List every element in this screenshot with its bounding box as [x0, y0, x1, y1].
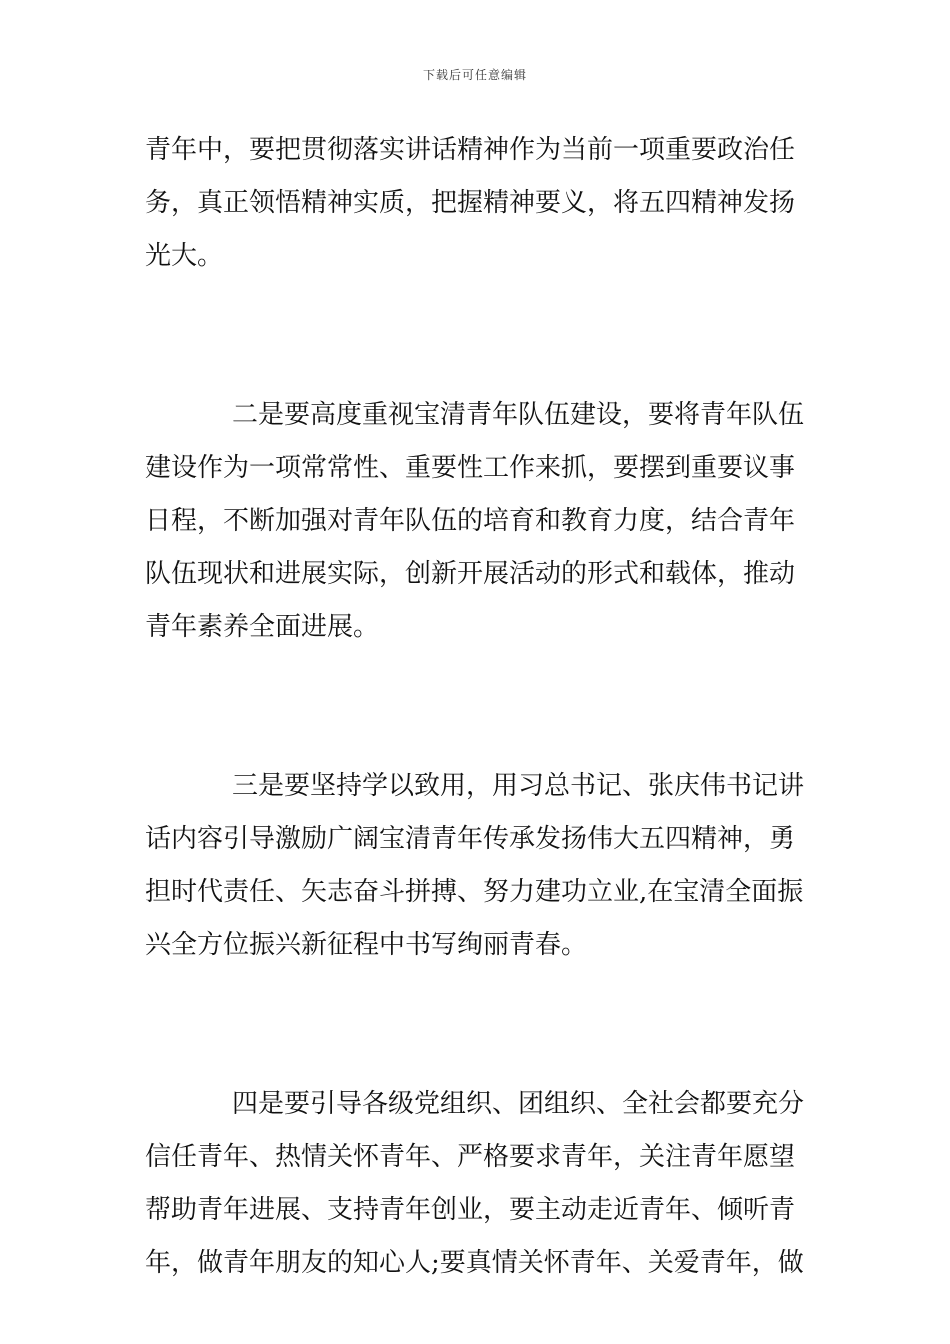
paragraph-line: 务，真正领悟精神实质，把握精神要义，将五四精神发扬: [145, 188, 796, 218]
document-body: [145, 124, 815, 1290]
paragraph-line: 兴全方位振兴新征程中书写绚丽青春。: [145, 930, 588, 960]
paragraph-line: 青年中，要把贯彻落实讲话精神作为当前一项重要政治任: [145, 135, 796, 165]
paragraph-line: 日程，不断加强对青年队伍的培育和教育力度，结合青年: [145, 506, 796, 536]
paragraph-line: 队伍现状和进展实际，创新开展活动的形式和载体，推动: [145, 559, 796, 589]
paragraph-line: 信任青年、热情关怀青年、严格要求青年，关注青年愿望: [145, 1142, 796, 1172]
paragraph-line: 年，做青年朋友的知心人;要真情关怀青年、关爱青年，做: [145, 1248, 804, 1278]
page-header-note: 下载后可任意编辑: [422, 68, 527, 82]
paragraph-line: 三是要坚持学以致用，用习总书记、张庆伟书记讲: [232, 771, 805, 801]
paragraph-line: 青年素养全面进展。: [145, 612, 380, 642]
paragraph-3: [145, 760, 815, 972]
paragraph-line: 二是要高度重视宝清青年队伍建设，要将青年队伍: [232, 400, 805, 430]
paragraph-line: 建设作为一项常常性、重要性工作来抓，要摆到重要议事: [145, 453, 796, 483]
paragraph-line: 话内容引导激励广阔宝清青年传承发扬伟大五四精神，勇: [145, 824, 796, 854]
paragraph-line: 帮助青年进展、支持青年创业，要主动走近青年、倾听青: [145, 1195, 796, 1225]
paragraph-line: 四是要引导各级党组织、团组织、全社会都要充分: [232, 1089, 805, 1119]
paragraph-line: 担时代责任、矢志奋斗拼搏、努力建功立业,在宝清全面振: [145, 877, 804, 907]
paragraph-line: 光大。: [145, 241, 224, 271]
paragraph-2: [145, 389, 815, 654]
paragraph-4: [145, 1078, 815, 1290]
paragraph-1: [145, 124, 815, 283]
